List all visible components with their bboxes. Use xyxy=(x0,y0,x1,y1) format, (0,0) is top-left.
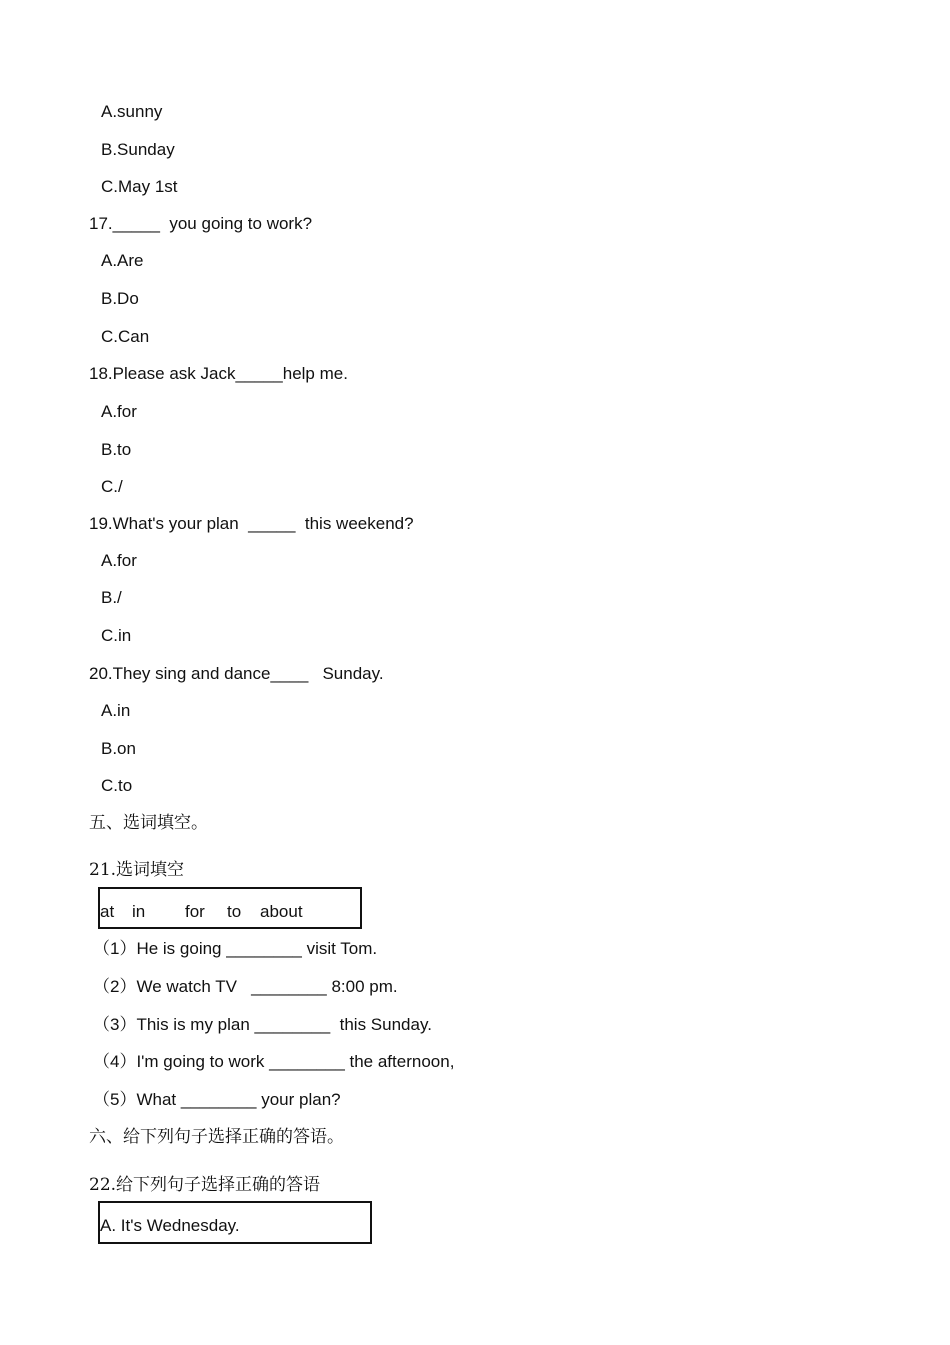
word-at: at xyxy=(100,902,115,921)
q21-stem: 21.选词填空 xyxy=(89,860,185,880)
q18-option-a: A.for xyxy=(101,402,137,421)
q21-item-1: （1）He is going ________ visit Tom. xyxy=(93,939,378,958)
q16-option-c: C.May 1st xyxy=(101,177,178,196)
q22-answer-a: A. It's Wednesday. xyxy=(100,1216,240,1235)
section-6-title: 六、给下列句子选择正确的答语。 xyxy=(89,1127,344,1147)
q20-stem: 20.They sing and dance____ Sunday. xyxy=(89,664,384,683)
q18-stem: 18.Please ask Jack_____help me. xyxy=(89,364,348,383)
q19-option-b: B./ xyxy=(101,588,122,607)
q17-option-a: A.Are xyxy=(101,251,144,270)
q17-stem: 17._____ you going to work? xyxy=(89,214,313,233)
q17-option-b: B.Do xyxy=(101,289,139,308)
q19-stem: 19.What's your plan _____ this weekend? xyxy=(89,514,414,533)
section-5-title: 五、选词填空。 xyxy=(89,813,208,833)
q21-item-3: （3）This is my plan ________ this Sunday. xyxy=(93,1015,432,1034)
q21-item-2: （2）We watch TV ________ 8:00 pm. xyxy=(93,977,398,996)
q16-option-a: A.sunny xyxy=(101,102,163,121)
word-about: about xyxy=(260,902,303,921)
q20-option-a: A.in xyxy=(101,701,131,720)
q16-option-b: B.Sunday xyxy=(101,140,175,159)
word-in: in xyxy=(132,902,146,921)
word-to: to xyxy=(227,902,242,921)
q22-answer-box xyxy=(98,1201,372,1244)
q21-word-bank xyxy=(98,887,362,929)
q21-item-4: （4）I'm going to work ________ the afternoon, xyxy=(93,1052,455,1071)
word-for: for xyxy=(185,902,205,921)
q22-stem: 22.给下列句子选择正确的答语 xyxy=(89,1175,321,1195)
q18-option-c: C./ xyxy=(101,477,123,496)
q17-option-c: C.Can xyxy=(101,327,150,346)
q20-option-c: C.to xyxy=(101,776,133,795)
q19-option-a: A.for xyxy=(101,551,137,570)
q19-option-c: C.in xyxy=(101,626,132,645)
q20-option-b: B.on xyxy=(101,739,136,758)
q21-item-5: （5）What ________ your plan? xyxy=(93,1090,341,1109)
q18-option-b: B.to xyxy=(101,440,132,459)
